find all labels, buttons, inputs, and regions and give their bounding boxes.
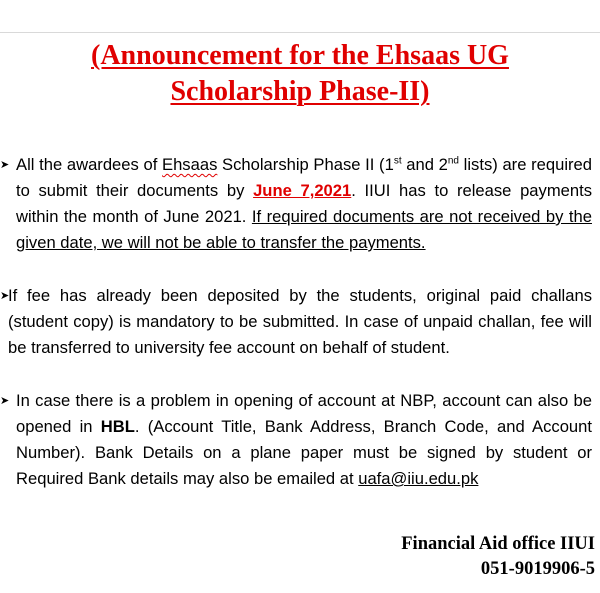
title-line-2: Scholarship Phase-II) xyxy=(170,76,430,107)
title-line-1: (Announcement for the Ehsaas UG xyxy=(91,40,509,71)
paragraph-fee-challans: If fee has already been deposited by the students, original paid challans (student copy) is mandatory to be submitted. In case of unpaid challan, fee will be transferred to university fee account on behalf of student. xyxy=(8,286,592,357)
paragraph-documents-deadline: All the awardees of Ehsaas Scholarship Phase II (1st and 2nd lists) are required to submit their documents by June 7,2021. IIUI has to release payments within the month of June 2021. If required documents are not received by the given date, we will not be able to transfer the payments. xyxy=(16,155,593,252)
ehsaas-word: Ehsaas xyxy=(162,155,218,174)
arrow-bullet-icon: ➤ xyxy=(0,159,10,171)
signature-phone: 051-9019906-5 xyxy=(480,559,595,579)
deadline-date: June 7,2021 xyxy=(253,181,352,200)
paragraph-bank-account: In case there is a problem in opening of account at NBP, account can also be opened in HBL. (Account Title, Bank Address, Branch Code, and Account Number). Bank Details on a plane paper must be signed by student or Required Bank details may also be emailed at uafa@iiu.edu.pk xyxy=(16,391,592,488)
signature-office: Financial Aid office IIUI xyxy=(401,534,595,554)
announcement-title xyxy=(0,38,600,110)
arrow-bullet-icon: ➤ xyxy=(0,290,10,302)
payment-warning: If required documents are not received by the given date, we will not be able to transfer the payments. xyxy=(16,207,592,252)
top-divider xyxy=(0,32,600,33)
hbl-bank: HBL xyxy=(100,417,135,436)
email-link[interactable]: uafa@iiu.edu.pk xyxy=(358,469,479,488)
arrow-bullet-icon: ➤ xyxy=(0,395,10,407)
